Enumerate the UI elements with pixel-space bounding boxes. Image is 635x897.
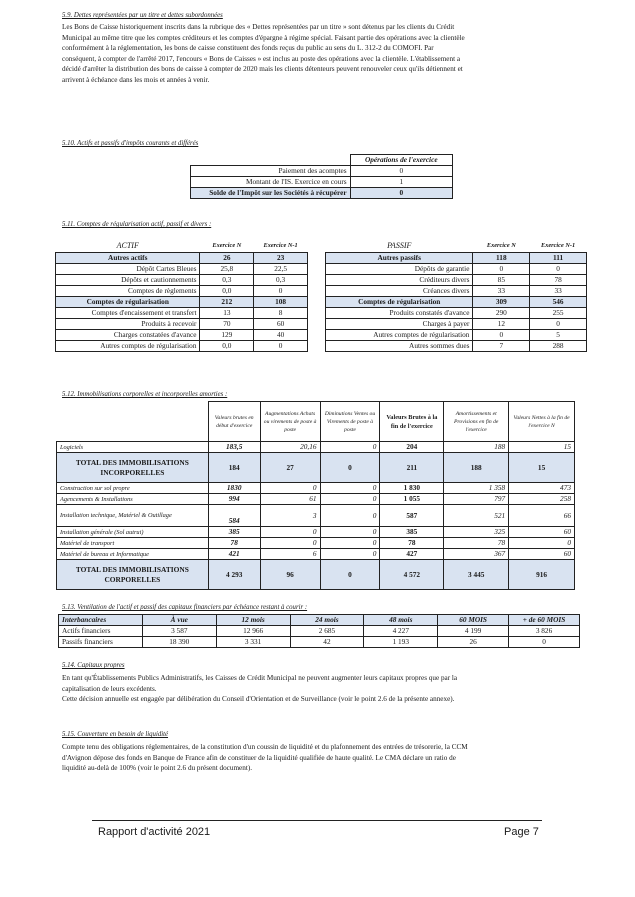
immo-cell: 584 [208, 505, 260, 527]
passif-row-label: Produits constatés d'avance [326, 307, 473, 318]
echeance-cell: 18 390 [142, 637, 216, 648]
passif-row [326, 329, 587, 340]
passif-row-value-n: 0 [473, 263, 530, 274]
actif-row-label: Comptes d'encaissement et transfert [56, 307, 200, 318]
passif-row-label: Dépôts de garantie [326, 263, 473, 274]
immo-cell: 0 [320, 494, 380, 505]
immo-row [57, 483, 575, 494]
immo-cell: 473 [509, 483, 575, 494]
actif-row-value-n: 70 [200, 318, 254, 329]
echeance-cell: 26 [438, 637, 509, 648]
section-5-14-text [62, 673, 582, 705]
immo-cell: 797 [444, 494, 509, 505]
immo-row [57, 538, 575, 549]
immo-cell: 60 [509, 549, 575, 560]
echeance-header: 48 mois [364, 615, 438, 626]
actif-row-value-n: 13 [200, 307, 254, 318]
immo-row-label: Agencements & Installations [57, 494, 209, 505]
footer-page-number: Page 7 [504, 826, 539, 838]
passif-row-label: Créances divers [326, 285, 473, 296]
immo-cell: 0 [260, 527, 320, 538]
section-5-11-title: 5.11. Comptes de régularisation actif, passif et divers : [62, 221, 212, 228]
actif-header: ACTIF [116, 241, 139, 251]
immo-cell: 385 [208, 527, 260, 538]
immo-row [57, 453, 575, 483]
echeance-header: 12 mois [216, 615, 290, 626]
immo-cell: 211 [380, 453, 444, 483]
immo-cell: 325 [444, 527, 509, 538]
actif-row-value-n1: 0,3 [254, 274, 308, 285]
tax-row-value: 1 [350, 177, 452, 188]
echeance-cell: 3 331 [216, 637, 290, 648]
actif-row-value-n1: 60 [254, 318, 308, 329]
echeance-cell: 1 193 [364, 637, 438, 648]
immo-cell: 188 [444, 442, 509, 453]
passif-row-value-n: 118 [473, 252, 530, 263]
immo-cell: 0 [320, 560, 380, 590]
actif-row-label: Charges constatées d'avance [56, 329, 200, 340]
text-line: capitalisation de leurs excédents. [62, 684, 157, 693]
text-line: décidé d'arrêter la distribution des bons de caisse à compter de 2020 mais les clients détenteurs peuvent renouveler ceux qu'ils détiennent et [62, 65, 463, 74]
actif-row [56, 329, 308, 340]
actif-row [56, 263, 308, 274]
section-5-12-title: 5.12. Immobilisations corporelles et incorporelles amorties : [62, 391, 228, 398]
echeance-header: À vue [142, 615, 216, 626]
passif-row-value-n1: 288 [530, 340, 587, 351]
actif-row-value-n: 25,8 [200, 263, 254, 274]
passif-row-value-n: 290 [473, 307, 530, 318]
passif-row-label: Comptes de régularisation [326, 296, 473, 307]
immo-cell: 0 [260, 483, 320, 494]
immo-cell: 184 [208, 453, 260, 483]
echeance-header: + de 60 MOIS [509, 615, 580, 626]
immo-cell: 27 [260, 453, 320, 483]
tax-row-label: Montant de l'IS. Exercice en cours [191, 177, 351, 188]
passif-row [326, 340, 587, 351]
immo-cell: 4 293 [208, 560, 260, 590]
immo-cell: 60 [509, 527, 575, 538]
text-line: Cette décision annuelle est engagée par délibération du Conseil d'Orientation et de Surveillance (voir le point 2.6 de la présente annexe). [62, 695, 455, 704]
immo-cell: 1 358 [444, 483, 509, 494]
immo-header: Valeurs Nettes à la fin de l'exercice N [509, 402, 575, 442]
immo-cell: 421 [208, 549, 260, 560]
passif-row-value-n: 33 [473, 285, 530, 296]
actif-row-value-n: 0,3 [200, 274, 254, 285]
passif-row-value-n: 7 [473, 340, 530, 351]
immo-cell: 204 [380, 442, 444, 453]
passif-row-label: Autres sommes dues [326, 340, 473, 351]
immo-header: Augmentations Achats ou virements de poste à poste [260, 402, 320, 442]
immo-cell: 0 [320, 453, 380, 483]
actif-row-value-n1: 22,5 [254, 263, 308, 274]
passif-row-value-n1: 0 [530, 318, 587, 329]
immo-cell: 15 [509, 442, 575, 453]
immo-cell: 258 [509, 494, 575, 505]
immo-header: Amortissements et Provisions en fin de l'exercice [444, 402, 509, 442]
actif-table [55, 241, 308, 352]
actif-row [56, 318, 308, 329]
immo-cell: 0 [320, 483, 380, 494]
immo-row-label: Logiciels [57, 442, 209, 453]
actif-row-value-n1: 108 [254, 296, 308, 307]
immo-cell: 3 445 [444, 560, 509, 590]
echeance-cell: 3 826 [509, 626, 580, 637]
text-line: Les Bons de Caisse historiquement inscrits dans la rubrique des « Dettes représentées par un titre » sont détenus par les clients du Crédit [62, 23, 455, 31]
passif-row [326, 296, 587, 307]
passif-row-value-n1: 546 [530, 296, 587, 307]
actif-row-label: Autres actifs [56, 252, 200, 263]
actif-row-label: Dépôt Cartes Bleues [56, 263, 200, 274]
actif-row-value-n1: 23 [254, 252, 308, 263]
passif-row [326, 285, 587, 296]
actif-row [56, 340, 308, 351]
immo-row-label: Installation technique, Matériel & Outillage [57, 505, 209, 527]
section-5-15-title: 5.15. Couverture en besoin de liquidité [62, 731, 169, 738]
tax-row-value: 0 [350, 188, 452, 199]
actif-row-label: Autres comptes de régularisation [56, 340, 200, 351]
immo-cell: 3 [260, 505, 320, 527]
passif-row-value-n1: 111 [530, 252, 587, 263]
text-line: arrivent à échéance dans les mois et années à venir. [62, 75, 210, 84]
immo-cell: 0 [509, 538, 575, 549]
immo-row-label: Installation générale (Sol autrui) [57, 527, 209, 538]
actif-row-value-n: 212 [200, 296, 254, 307]
actif-row-value-n1: 40 [254, 329, 308, 340]
actif-row-label: Comptes de régularisation [56, 296, 200, 307]
immo-cell: 4 572 [380, 560, 444, 590]
echeance-header: 60 MOIS [438, 615, 509, 626]
immo-row-label: Matériel de bureau et Informatique [57, 549, 209, 560]
text-line: liquidité au-delà de 100% (voir le point 2.6 du présent document). [62, 764, 253, 773]
immo-cell: 15 [509, 453, 575, 483]
immo-header: Diminutions Ventes ou Virements de poste à poste [320, 402, 380, 442]
immo-header: Valeurs Brutes à la fin de l'exercice [380, 402, 444, 442]
passif-row-value-n1: 33 [530, 285, 587, 296]
actif-row [56, 252, 308, 263]
immo-cell: 1830 [208, 483, 260, 494]
immo-cell: 0 [320, 538, 380, 549]
tax-table-header: Opérations de l'exercice [350, 155, 452, 166]
text-line: conséquent, à compter de l'arrêté 2017, l'encours « Bons de Caisses » est inclus au poste des opérations avec la clientèle. L'établissement a [62, 54, 461, 63]
section-5-13-title: 5.13. Ventilation de l'actif et passif des capitaux financiers par échéance restant à courir : [62, 604, 308, 611]
text-line: En tant qu'Établissements Publics Administratifs, les Caisses de Crédit Municipal ne peuvent augmenter leurs capitaux propres que par la [62, 674, 458, 682]
echeance-cell: 3 587 [142, 626, 216, 637]
passif-row-label: Autres passifs [326, 252, 473, 263]
actif-row [56, 307, 308, 318]
immo-row-label: TOTAL DES IMMOBILISATIONS INCORPORELLES [57, 453, 209, 483]
immo-row-label: Construction sur sol propre [57, 483, 209, 494]
tax-row-value: 0 [350, 166, 452, 177]
text-line: Municipal au même titre que les comptes créditeurs et les comptes d'épargne à régime spécial. Faisant partie des opérations avec la clientèle [62, 33, 465, 42]
passif-row-label: Autres comptes de régularisation [326, 329, 473, 340]
immo-cell: 916 [509, 560, 575, 590]
immo-cell: 1 830 [380, 483, 444, 494]
passif-row [326, 263, 587, 274]
immo-cell: 20,16 [260, 442, 320, 453]
echeance-cell: Actifs financiers [59, 626, 143, 637]
immo-cell: 521 [444, 505, 509, 527]
section-5-15-text [62, 742, 582, 774]
tax-row-label: Solde de l'Impôt sur les Sociétés à récupérer [191, 188, 351, 199]
immo-cell: 385 [380, 527, 444, 538]
passif-row [326, 318, 587, 329]
echeance-cell: 4 227 [364, 626, 438, 637]
immo-row [57, 442, 575, 453]
passif-row-value-n1: 255 [530, 307, 587, 318]
actif-row-value-n: 129 [200, 329, 254, 340]
actif-row-label: Produits à recevoir [56, 318, 200, 329]
actif-row-value-n1: 0 [254, 340, 308, 351]
passif-table [325, 241, 587, 352]
echeance-cell: 2 685 [290, 626, 364, 637]
tax-table [190, 154, 453, 199]
passif-row-label: Charges à payer [326, 318, 473, 329]
echeance-cell: 0 [509, 637, 580, 648]
actif-row [56, 296, 308, 307]
actif-row-value-n: 26 [200, 252, 254, 263]
actif-col-n: Exercice N [212, 242, 242, 250]
passif-row [326, 307, 587, 318]
text-line: conformément à la réglementation, les bons de caisse constituent des fonds reçus du public au sens du L. 312-2 du COMOFI. Par [62, 44, 434, 53]
immo-cell: 0 [320, 549, 380, 560]
passif-row-value-n: 0 [473, 329, 530, 340]
section-5-9-title: 5.9. Dettes représentées par un titre et dettes subordonnées [62, 12, 223, 19]
immo-row-label: TOTAL DES IMMOBILISATIONS CORPORELLES [57, 560, 209, 590]
actif-row [56, 285, 308, 296]
immo-cell: 61 [260, 494, 320, 505]
immo-cell: 188 [444, 453, 509, 483]
immo-cell: 78 [208, 538, 260, 549]
actif-col-n1: Exercice N-1 [263, 242, 298, 250]
immo-cell: 587 [380, 505, 444, 527]
passif-row-value-n1: 78 [530, 274, 587, 285]
actif-row [56, 274, 308, 285]
immobilisations-table [56, 401, 575, 590]
passif-row-value-n: 12 [473, 318, 530, 329]
passif-row [326, 274, 587, 285]
immo-row [57, 527, 575, 538]
immo-cell: 78 [444, 538, 509, 549]
passif-row-value-n: 309 [473, 296, 530, 307]
passif-col-n1: Exercice N-1 [541, 242, 576, 250]
passif-row [326, 252, 587, 263]
immo-row [57, 560, 575, 590]
actif-row-value-n1: 0 [254, 285, 308, 296]
echeance-cell: Passifs financiers [59, 637, 143, 648]
section-5-14-title: 5.14. Capitaux propres [62, 662, 125, 669]
immo-cell: 66 [509, 505, 575, 527]
echeance-cell: 4 199 [438, 626, 509, 637]
immo-cell: 0 [320, 527, 380, 538]
footer-divider [92, 820, 542, 821]
immo-cell: 0 [320, 505, 380, 527]
passif-row-value-n: 85 [473, 274, 530, 285]
immo-row-label: Matériel de transport [57, 538, 209, 549]
echeance-header: Interbancaires [59, 615, 143, 626]
footer-report-title: Rapport d'activité 2021 [98, 826, 211, 838]
actif-row-value-n1: 8 [254, 307, 308, 318]
immo-cell: 183,5 [208, 442, 260, 453]
actif-row-value-n: 0,0 [200, 285, 254, 296]
immo-cell: 78 [380, 538, 444, 549]
passif-col-n: Exercice N [486, 242, 516, 250]
passif-header: PASSIF [387, 241, 412, 251]
passif-row-label: Créditeurs divers [326, 274, 473, 285]
section-5-10-title: 5.10. Actifs et passifs d'impôts courants et différés [62, 140, 199, 147]
immo-cell: 0 [320, 442, 380, 453]
immo-header: Valeurs brutes en début d'exercice [208, 402, 260, 442]
passif-row-value-n1: 5 [530, 329, 587, 340]
tax-row-label: Paiement des acomptes [191, 166, 351, 177]
immo-cell: 1 055 [380, 494, 444, 505]
immo-cell: 0 [260, 538, 320, 549]
text-line: d'Avignon dépose des fonds en Banque de France afin de constituer de la liquidité qualifiée de haute qualité. Le CMA déclare un ratio de [62, 753, 456, 762]
immo-cell: 96 [260, 560, 320, 590]
actif-row-value-n: 0,0 [200, 340, 254, 351]
immo-row [57, 505, 575, 527]
echeance-cell: 12 966 [216, 626, 290, 637]
immo-cell: 427 [380, 549, 444, 560]
section-5-9-text [62, 22, 582, 86]
echeance-table [58, 614, 580, 648]
actif-row-label: Dépôts et cautionnements [56, 274, 200, 285]
immo-cell: 994 [208, 494, 260, 505]
echeance-header: 24 mois [290, 615, 364, 626]
immo-row [57, 494, 575, 505]
echeance-cell: 42 [290, 637, 364, 648]
actif-row-label: Comptes de règlements [56, 285, 200, 296]
immo-cell: 6 [260, 549, 320, 560]
immo-row [57, 549, 575, 560]
text-line: Compte tenu des obligations réglementaires, de la constitution d'un coussin de liquidité et du plafonnement des entrées de trésorerie, la CCM [62, 743, 468, 751]
immo-cell: 367 [444, 549, 509, 560]
passif-row-value-n1: 0 [530, 263, 587, 274]
